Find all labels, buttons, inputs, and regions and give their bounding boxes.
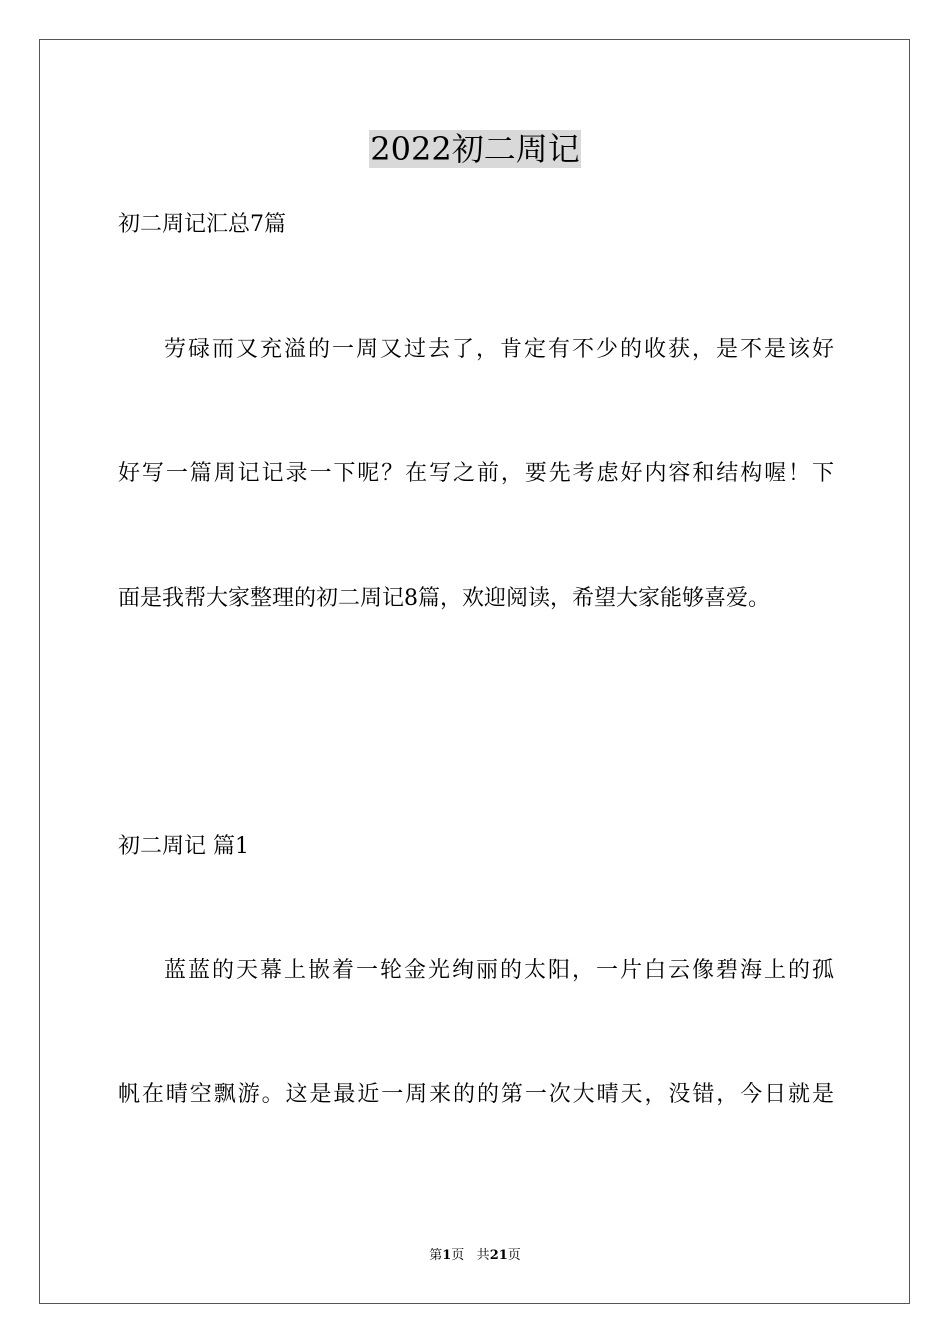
section-heading: 初二周记 篇1 [118,834,249,859]
section-paragraph-line-2: 帆在晴空飘游。这是最近一周来的的第一次大晴天，没错，今日就是 [118,1082,834,1107]
intro-paragraph-line-3: 面是我帮大家整理的初二周记8篇，欢迎阅读，希望大家能够喜爱。 [118,586,770,611]
footer-page-number: 1 [442,1248,452,1263]
document-title-text: 2022初二周记 [370,130,580,168]
footer-page-suffix: 页 [451,1248,465,1263]
document-title [0,128,950,170]
footer-page-prefix: 第 [429,1248,443,1263]
footer-total-prefix: 共 [476,1248,490,1263]
footer-total-pages: 21 [489,1248,508,1263]
section-paragraph-line-1: 蓝蓝的天幕上嵌着一轮金光绚丽的太阳，一片白云像碧海上的孤 [164,958,834,983]
intro-paragraph-line-1: 劳碌而又充溢的一周又过去了，肯定有不少的收获，是不是该好 [164,337,834,362]
page-footer [0,1247,950,1265]
intro-paragraph-line-2: 好写一篇周记记录一下呢？在写之前，要先考虑好内容和结构喔！下 [118,461,834,486]
footer-total-suffix: 页 [507,1248,521,1263]
document-subtitle: 初二周记汇总7篇 [118,212,286,237]
